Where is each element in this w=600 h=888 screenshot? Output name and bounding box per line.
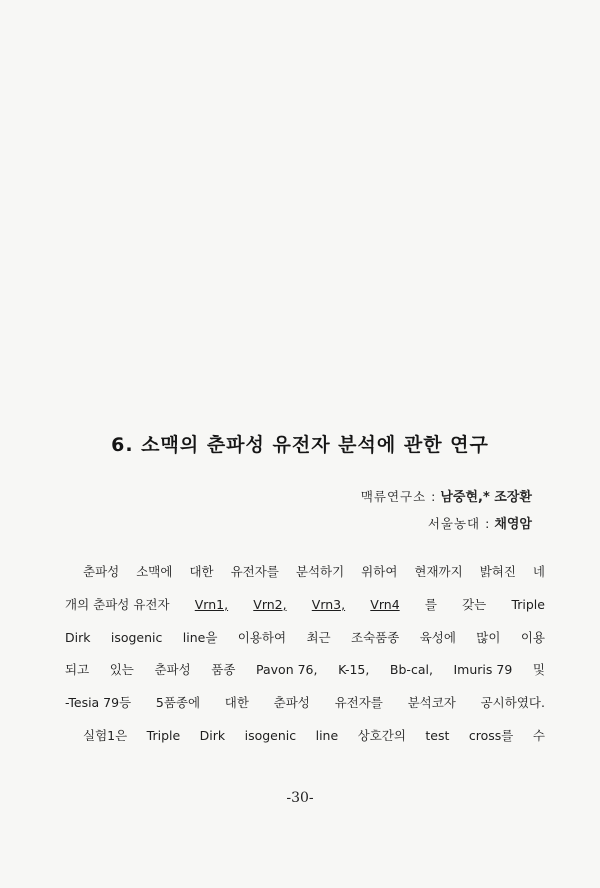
word: 분석코자 <box>407 695 456 711</box>
page-title: 6. 소맥의 춘파성 유전자 분석에 관한 연구 <box>111 434 489 456</box>
page-number: -30- <box>286 790 314 806</box>
word: 수 <box>532 727 545 743</box>
word: 있는 <box>109 662 134 678</box>
word: isogenic <box>244 727 297 743</box>
gene-symbol: Vrn2, <box>253 596 287 612</box>
word: 현재까지 <box>414 564 463 579</box>
text-line-4 <box>65 654 545 687</box>
text-segment: 개의 춘파성 유전자 <box>65 596 170 612</box>
gene-symbol: Vrn1, <box>194 596 229 612</box>
word: 춘파성 <box>273 695 310 711</box>
word: 이용 <box>520 629 545 645</box>
word: K-15, <box>338 662 370 678</box>
word: 를 <box>424 596 437 612</box>
word: Imuris 79 <box>453 662 513 678</box>
word: 춘파성 <box>83 564 120 579</box>
author-line-1 <box>361 486 532 505</box>
text-line-6 <box>65 720 545 753</box>
word: 대한 <box>224 695 249 711</box>
word: 되고 <box>65 662 90 678</box>
word: 상호간의 <box>357 727 406 743</box>
word: Dirk <box>199 727 226 743</box>
institution-label: 서울농대 : <box>427 516 491 531</box>
word: 많이 <box>476 629 501 645</box>
institution-label: 맥류연구소 : <box>360 489 437 504</box>
word: line을 <box>182 629 218 645</box>
word: 및 <box>532 662 545 678</box>
word: 이용하여 <box>237 629 287 645</box>
word: test <box>425 727 450 743</box>
word: 공시하였다. <box>480 695 545 711</box>
word: 품종 <box>211 662 236 678</box>
word: Triple <box>511 596 545 612</box>
word: isogenic <box>110 629 163 645</box>
word: Bb-cal, <box>389 662 433 678</box>
word: 분석하기 <box>295 564 345 579</box>
author-line-2 <box>428 513 532 532</box>
word: 대한 <box>189 564 214 579</box>
word: 실험1은 <box>83 727 128 743</box>
word: 소맥에 <box>136 564 173 579</box>
word: Dirk <box>65 629 91 645</box>
body-paragraph <box>65 556 545 753</box>
gene-symbol: Vrn3, <box>311 596 346 612</box>
word: 유전자를 <box>230 564 279 579</box>
word: 네 <box>532 564 545 579</box>
word: cross를 <box>468 727 514 743</box>
word: Pavon 76, <box>256 662 318 678</box>
word: 최근 <box>306 629 331 645</box>
word: 유전자를 <box>334 695 383 711</box>
word: 위하여 <box>361 564 398 579</box>
author-names: 남중현,* 조장환 <box>440 490 532 505</box>
author-names: 채영암 <box>494 517 532 532</box>
word: line <box>315 727 339 743</box>
word: -Tesia 79등 <box>65 695 132 711</box>
text-line-3 <box>65 622 545 655</box>
word: 조숙품종 <box>351 629 400 645</box>
word: 갖는 <box>462 596 487 612</box>
word: 춘파성 <box>154 662 191 678</box>
text-line-5 <box>65 687 545 720</box>
text-line-2 <box>65 589 545 622</box>
word: 밝혀진 <box>479 564 516 579</box>
text-line-1 <box>65 556 545 589</box>
gene-symbol: Vrn4 <box>370 596 400 612</box>
word: 5품종에 <box>155 695 201 711</box>
word: Triple <box>146 727 181 743</box>
word: 육성에 <box>419 629 456 645</box>
